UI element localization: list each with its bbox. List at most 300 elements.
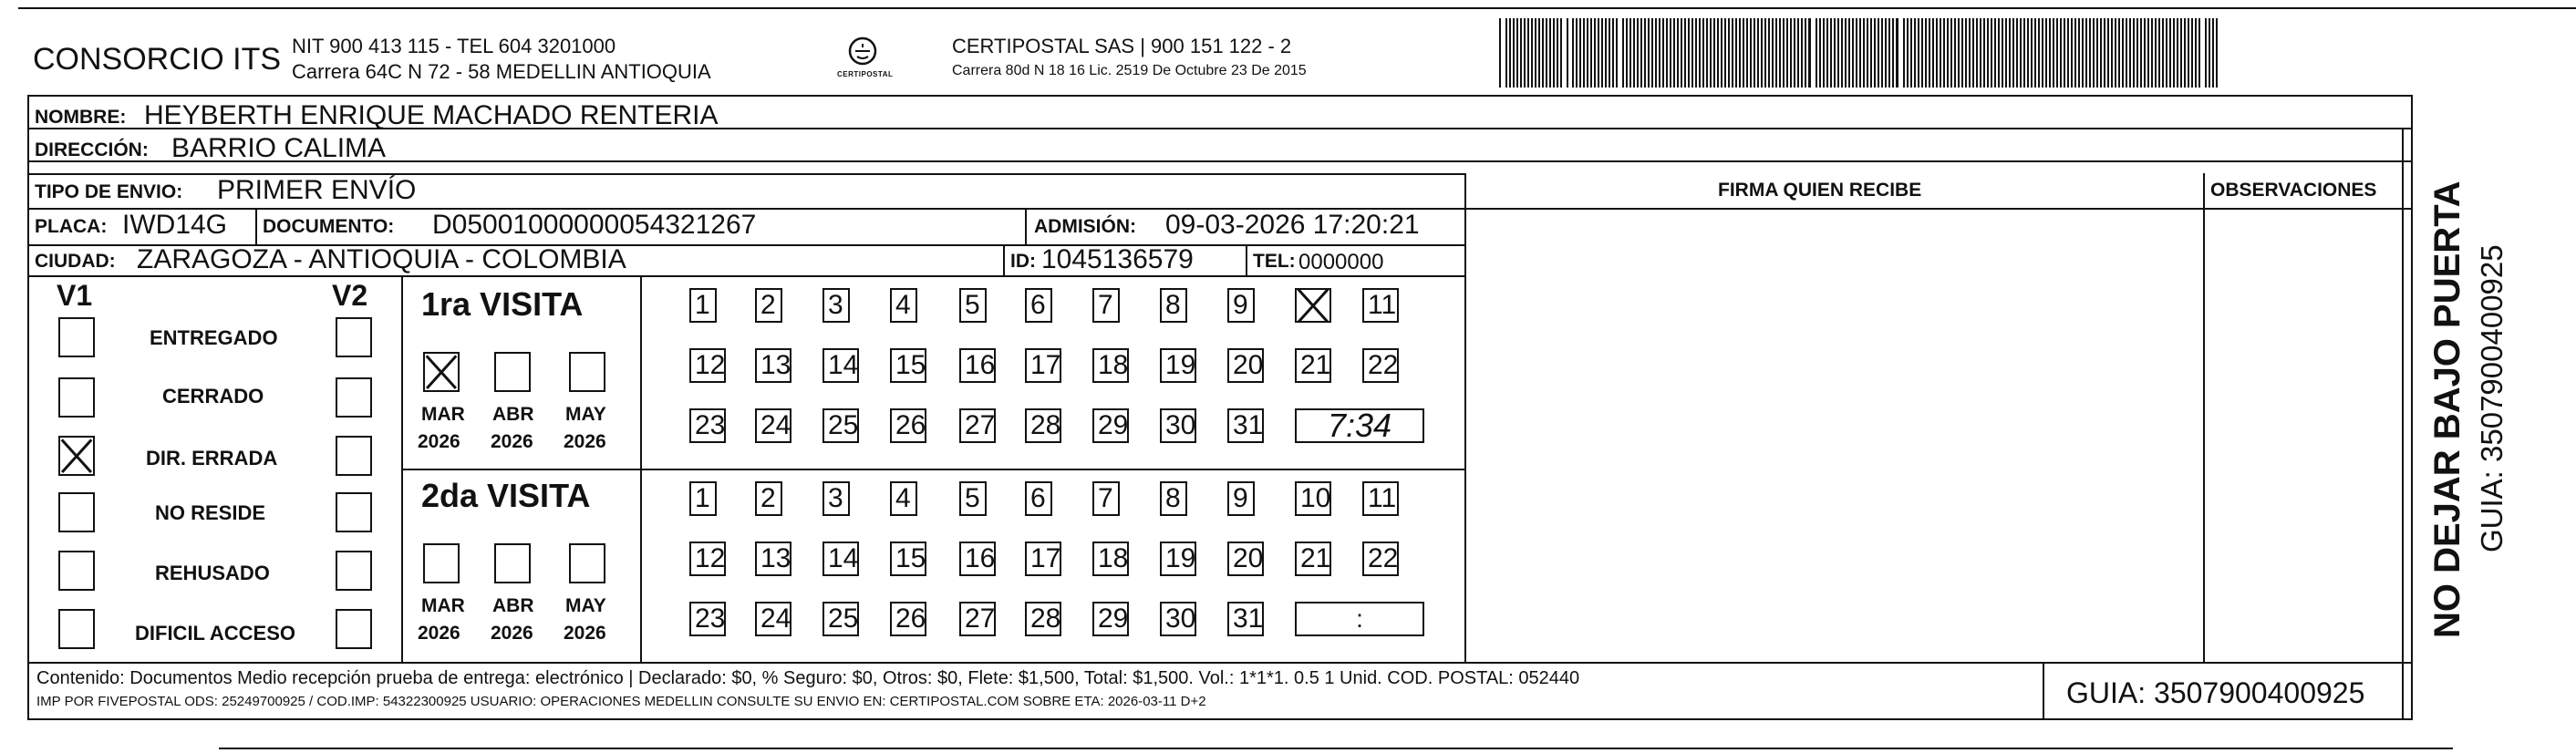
barcode-bar bbox=[1830, 18, 1832, 88]
status-label: ENTREGADO bbox=[150, 326, 278, 349]
barcode-bar bbox=[1666, 18, 1668, 88]
direccion-label: DIRECCIÓN: bbox=[35, 139, 149, 160]
barcode-bar bbox=[2038, 18, 2040, 88]
day-box[interactable] bbox=[890, 602, 926, 636]
barcode-bar bbox=[1980, 18, 1981, 88]
barcode-bar bbox=[1947, 18, 1949, 88]
side-guia: GUIA: 3507900400925 bbox=[2475, 244, 2509, 552]
barcode-bar bbox=[2136, 18, 2138, 88]
day-box[interactable] bbox=[1025, 602, 1061, 636]
day-number: 23 bbox=[695, 603, 726, 634]
year-label: 2026 bbox=[491, 431, 533, 452]
barcode-bar bbox=[1673, 18, 1675, 88]
day-number: 15 bbox=[895, 350, 926, 380]
day-number: 25 bbox=[828, 603, 859, 634]
barcode-bar bbox=[1943, 18, 1945, 88]
barcode-bar bbox=[2155, 18, 2157, 88]
day-box[interactable] bbox=[890, 481, 917, 516]
barcode-bar bbox=[1732, 18, 1733, 88]
barcode-bar bbox=[1940, 18, 1941, 88]
barcode-bar bbox=[2195, 18, 2197, 88]
day-box[interactable] bbox=[1092, 408, 1129, 443]
day-number: 18 bbox=[1098, 350, 1129, 380]
barcode-bar bbox=[1567, 18, 1568, 88]
day-number: 24 bbox=[760, 603, 791, 634]
barcode-bar bbox=[1918, 18, 1919, 88]
barcode-bar bbox=[2212, 18, 2214, 88]
day-box[interactable] bbox=[689, 542, 726, 576]
barcode-bar bbox=[1754, 18, 1755, 88]
barcode-bar bbox=[1735, 18, 1737, 88]
day-box[interactable] bbox=[822, 602, 859, 636]
day-number: 23 bbox=[695, 410, 726, 440]
day-number: 27 bbox=[965, 410, 996, 440]
barcode-bar bbox=[2074, 18, 2076, 88]
barcode-bar bbox=[2216, 18, 2218, 88]
barcode-bar bbox=[1535, 18, 1536, 88]
day-number: 30 bbox=[1165, 410, 1196, 440]
day-number: 31 bbox=[1233, 603, 1264, 634]
barcode-bar bbox=[1616, 18, 1618, 88]
day-number: 15 bbox=[895, 543, 926, 573]
day-box[interactable] bbox=[959, 288, 987, 323]
barcode-bar bbox=[2005, 18, 2007, 88]
day-box[interactable] bbox=[890, 348, 926, 383]
day-box[interactable] bbox=[1025, 481, 1052, 516]
day-box[interactable] bbox=[689, 348, 726, 383]
v1-checkbox-checked[interactable] bbox=[58, 436, 95, 476]
v1-checkbox[interactable] bbox=[58, 551, 95, 591]
day-box[interactable] bbox=[959, 408, 996, 443]
day-box[interactable] bbox=[1092, 288, 1120, 323]
day-box[interactable] bbox=[755, 288, 782, 323]
barcode-bar bbox=[1648, 18, 1650, 88]
day-number: 30 bbox=[1165, 603, 1196, 634]
barcode-bar bbox=[1590, 18, 1592, 88]
bottom-border bbox=[219, 748, 2453, 749]
day-box[interactable] bbox=[689, 481, 717, 516]
day-number: 27 bbox=[965, 603, 996, 634]
barcode-bar bbox=[2020, 18, 2022, 88]
barcode-bar bbox=[1801, 18, 1803, 88]
day-number: 4 bbox=[895, 290, 911, 320]
day-box[interactable] bbox=[1362, 542, 1399, 576]
status-label: CERRADO bbox=[162, 385, 264, 407]
barcode-bar bbox=[1907, 18, 1909, 88]
day-box[interactable] bbox=[1295, 542, 1331, 576]
ciudad-label: CIUDAD: bbox=[35, 251, 116, 272]
tipo-value: PRIMER ENVÍO bbox=[217, 175, 417, 205]
day-number: 1 bbox=[695, 290, 710, 320]
barcode-bar bbox=[2053, 18, 2054, 88]
v1-label: V1 bbox=[57, 279, 93, 312]
day-box[interactable] bbox=[1227, 408, 1264, 443]
nombre-value: HEYBERTH ENRIQUE MACHADO RENTERIA bbox=[144, 100, 719, 130]
barcode-bar bbox=[2191, 18, 2193, 88]
barcode-bar bbox=[1859, 18, 1861, 88]
day-box[interactable] bbox=[822, 542, 859, 576]
address-line: Carrera 64C N 72 - 58 MEDELLIN ANTIOQUIA bbox=[292, 60, 711, 83]
month-checkbox[interactable] bbox=[569, 352, 605, 392]
barcode-bar bbox=[2158, 18, 2160, 88]
col-line bbox=[1464, 173, 1466, 662]
barcode-bar bbox=[1910, 18, 1912, 88]
company-name: CONSORCIO ITS bbox=[33, 42, 282, 77]
barcode-bar bbox=[1867, 18, 1868, 88]
barcode-bar bbox=[1888, 18, 1890, 88]
day-number: 5 bbox=[965, 483, 980, 513]
day-number: 21 bbox=[1300, 543, 1331, 573]
barcode-bar bbox=[1819, 18, 1821, 88]
barcode-bar bbox=[1743, 18, 1744, 88]
admision-value: 09-03-2026 17:20:21 bbox=[1165, 210, 1420, 240]
id-value: 1045136579 bbox=[1041, 244, 1194, 274]
day-box[interactable] bbox=[755, 348, 791, 383]
v2-checkbox[interactable] bbox=[336, 377, 372, 418]
year-label: 2026 bbox=[564, 623, 606, 644]
barcode-bar bbox=[2133, 18, 2135, 88]
barcode-bar bbox=[2118, 18, 2120, 88]
side-notice: NO DEJAR BAJO PUERTA bbox=[2427, 181, 2467, 638]
barcode-bar bbox=[1965, 18, 1967, 88]
barcode-bar bbox=[1757, 18, 1759, 88]
barcode-bar bbox=[1724, 18, 1726, 88]
day-box[interactable] bbox=[1295, 481, 1331, 516]
row-line bbox=[27, 275, 1464, 277]
v1-checkbox[interactable] bbox=[58, 492, 95, 532]
barcode-bar bbox=[1826, 18, 1828, 88]
barcode-bar bbox=[1560, 18, 1562, 88]
barcode-bar bbox=[1779, 18, 1781, 88]
barcode-bar bbox=[1991, 18, 1992, 88]
day-box[interactable] bbox=[1227, 542, 1264, 576]
day-box[interactable] bbox=[1295, 348, 1331, 383]
month-checkbox[interactable] bbox=[423, 543, 460, 583]
status-label: REHUSADO bbox=[155, 562, 270, 584]
day-box[interactable] bbox=[1092, 602, 1129, 636]
barcode-bar bbox=[1863, 18, 1865, 88]
barcode-bar bbox=[1553, 18, 1555, 88]
day-box[interactable] bbox=[755, 481, 782, 516]
barcode-bar bbox=[1513, 18, 1515, 88]
barcode-bar bbox=[2104, 18, 2105, 88]
v2-checkbox[interactable] bbox=[336, 492, 372, 532]
day-box[interactable] bbox=[959, 348, 996, 383]
col-line bbox=[2203, 173, 2205, 662]
day-number: 17 bbox=[1030, 543, 1061, 573]
day-box[interactable] bbox=[1160, 542, 1196, 576]
day-number: 18 bbox=[1098, 543, 1129, 573]
day-number: 19 bbox=[1165, 350, 1196, 380]
v2-checkbox[interactable] bbox=[336, 609, 372, 649]
barcode-bar bbox=[1721, 18, 1723, 88]
barcode-bar bbox=[1684, 18, 1686, 88]
day-box[interactable] bbox=[755, 542, 791, 576]
barcode-bar bbox=[2064, 18, 2065, 88]
barcode-bar bbox=[1728, 18, 1730, 88]
col-line bbox=[1025, 208, 1027, 244]
barcode-bar bbox=[1903, 18, 1905, 88]
day-box[interactable] bbox=[1362, 481, 1399, 516]
barcode-bar bbox=[1786, 18, 1788, 88]
second-visit-time[interactable]: : bbox=[1295, 602, 1424, 636]
barcode-bar bbox=[2151, 18, 2153, 88]
month-label: MAY bbox=[565, 404, 606, 425]
year-label: 2026 bbox=[418, 623, 460, 644]
barcode-bar bbox=[1612, 18, 1614, 88]
status-label: DIFICIL ACCESO bbox=[135, 622, 296, 645]
day-box[interactable] bbox=[1025, 348, 1061, 383]
barcode-bar bbox=[1520, 18, 1522, 88]
barcode-bar bbox=[1816, 18, 1817, 88]
day-number: 1 bbox=[695, 483, 710, 513]
day-box[interactable] bbox=[890, 542, 926, 576]
barcode-bar bbox=[2045, 18, 2047, 88]
day-number: 29 bbox=[1098, 603, 1129, 634]
barcode-bar bbox=[1772, 18, 1774, 88]
barcode-bar bbox=[1972, 18, 1974, 88]
barcode-bar bbox=[2031, 18, 2033, 88]
day-box[interactable] bbox=[822, 481, 850, 516]
barcode-bar bbox=[1670, 18, 1671, 88]
barcode-bar bbox=[2093, 18, 2095, 88]
barcode-bar bbox=[1878, 18, 1879, 88]
v2-checkbox[interactable] bbox=[336, 551, 372, 591]
barcode-bar bbox=[1932, 18, 1934, 88]
observaciones-header: OBSERVACIONES bbox=[2210, 180, 2377, 201]
day-box[interactable] bbox=[1025, 542, 1061, 576]
day-number: 7 bbox=[1098, 290, 1113, 320]
barcode-bar bbox=[2049, 18, 2051, 88]
barcode-bar bbox=[1626, 18, 1628, 88]
day-box[interactable] bbox=[1227, 348, 1264, 383]
day-box[interactable] bbox=[822, 408, 859, 443]
barcode-bar bbox=[1576, 18, 1578, 88]
nit-line: NIT 900 413 115 - TEL 604 3201000 bbox=[292, 35, 616, 57]
barcode-bar bbox=[1914, 18, 1916, 88]
barcode-bar bbox=[2180, 18, 2182, 88]
col-line bbox=[1003, 244, 1005, 275]
barcode-bar bbox=[1677, 18, 1679, 88]
barcode-bar bbox=[1823, 18, 1825, 88]
v1-checkbox[interactable] bbox=[58, 317, 95, 357]
day-number: 13 bbox=[760, 350, 791, 380]
day-box[interactable] bbox=[890, 408, 926, 443]
barcode-bar bbox=[1499, 18, 1501, 88]
day-box[interactable] bbox=[1227, 288, 1255, 323]
barcode-bar bbox=[1805, 18, 1806, 88]
barcode-bar bbox=[1717, 18, 1719, 88]
day-box[interactable] bbox=[1160, 481, 1187, 516]
day-box[interactable] bbox=[822, 288, 850, 323]
month-checkbox[interactable] bbox=[494, 352, 531, 392]
barcode-bar bbox=[1633, 18, 1635, 88]
first-visit-time[interactable]: 7:34 bbox=[1295, 408, 1424, 443]
day-number: 5 bbox=[965, 290, 980, 320]
footer-guia: GUIA: 3507900400925 bbox=[2066, 676, 2365, 709]
barcode-bar bbox=[1892, 18, 1894, 88]
barcode-bar bbox=[1837, 18, 1839, 88]
barcode-bar bbox=[2002, 18, 2003, 88]
barcode-bar bbox=[2023, 18, 2025, 88]
firma-header: FIRMA QUIEN RECIBE bbox=[1718, 180, 1922, 201]
month-label: MAR bbox=[421, 404, 465, 425]
barcode-bar bbox=[1794, 18, 1795, 88]
barcode-bar bbox=[2060, 18, 2062, 88]
status-label: NO RESIDE bbox=[155, 501, 266, 524]
day-box[interactable] bbox=[890, 288, 917, 323]
barcode-bar bbox=[2166, 18, 2167, 88]
day-box[interactable] bbox=[1160, 288, 1187, 323]
barcode-bar bbox=[2056, 18, 2058, 88]
day-box[interactable] bbox=[1092, 481, 1120, 516]
barcode-bar bbox=[1594, 18, 1596, 88]
barcode-bar bbox=[2096, 18, 2098, 88]
ciudad-value: ZARAGOZA - ANTIOQUIA - COLOMBIA bbox=[137, 244, 626, 274]
barcode-bar bbox=[2209, 18, 2210, 88]
barcode-bar bbox=[2027, 18, 2029, 88]
barcode-bar bbox=[1651, 18, 1653, 88]
day-number: 3 bbox=[828, 483, 843, 513]
day-number: 26 bbox=[895, 603, 926, 634]
day-number: 6 bbox=[1030, 290, 1046, 320]
month-checkbox[interactable] bbox=[569, 543, 605, 583]
barcode-bar bbox=[1852, 18, 1854, 88]
day-box[interactable] bbox=[1025, 408, 1061, 443]
day-box[interactable] bbox=[1160, 408, 1196, 443]
barcode-bar bbox=[1881, 18, 1883, 88]
barcode-bar bbox=[1681, 18, 1682, 88]
day-box[interactable] bbox=[1160, 348, 1196, 383]
barcode-bar bbox=[1691, 18, 1693, 88]
day-number: 9 bbox=[1233, 290, 1248, 320]
barcode-bar bbox=[1998, 18, 2000, 88]
barcode-bar bbox=[1598, 18, 1599, 88]
barcode-bar bbox=[2009, 18, 2011, 88]
day-number: 26 bbox=[895, 410, 926, 440]
day-box[interactable] bbox=[689, 288, 717, 323]
day-box[interactable] bbox=[1227, 602, 1264, 636]
day-number: 12 bbox=[695, 543, 726, 573]
logo-caption: CERTIPOSTAL bbox=[837, 70, 894, 78]
year-label: 2026 bbox=[491, 623, 533, 644]
day-number: 9 bbox=[1233, 483, 1248, 513]
barcode-bar bbox=[2115, 18, 2116, 88]
barcode-bar bbox=[1936, 18, 1938, 88]
barcode-bar bbox=[1958, 18, 1960, 88]
barcode-bar bbox=[1925, 18, 1927, 88]
barcode-bar bbox=[1856, 18, 1857, 88]
day-number: 7 bbox=[1098, 483, 1113, 513]
tel-value: 0000000 bbox=[1298, 250, 1384, 274]
barcode-bar bbox=[1746, 18, 1748, 88]
barcode-bar bbox=[2012, 18, 2014, 88]
day-box[interactable] bbox=[959, 542, 996, 576]
month-checkbox-checked[interactable] bbox=[423, 352, 460, 392]
placa-label: PLACA: bbox=[35, 216, 108, 237]
barcode-bar bbox=[1505, 18, 1507, 88]
barcode-bar bbox=[2082, 18, 2084, 88]
v2-checkbox[interactable] bbox=[336, 436, 372, 476]
barcode-bar bbox=[1644, 18, 1646, 88]
barcode-bar bbox=[1713, 18, 1715, 88]
barcode-bar bbox=[1929, 18, 1930, 88]
day-box[interactable] bbox=[689, 602, 726, 636]
barcode-bar bbox=[1557, 18, 1558, 88]
tel-label: TEL: bbox=[1253, 251, 1296, 272]
day-number: 29 bbox=[1098, 410, 1129, 440]
day-box[interactable] bbox=[1160, 602, 1196, 636]
barcode-bar bbox=[2071, 18, 2073, 88]
day-box[interactable] bbox=[959, 602, 996, 636]
day-box[interactable] bbox=[1362, 288, 1399, 323]
day-box[interactable] bbox=[1092, 348, 1129, 383]
day-number: 16 bbox=[965, 350, 996, 380]
barcode-bar bbox=[1885, 18, 1887, 88]
barcode-bar bbox=[1790, 18, 1792, 88]
v1-checkbox[interactable] bbox=[58, 377, 95, 418]
barcode-bar bbox=[2184, 18, 2186, 88]
barcode-bar bbox=[1609, 18, 1610, 88]
barcode-bar bbox=[1662, 18, 1664, 88]
year-label: 2026 bbox=[564, 431, 606, 452]
day-box[interactable] bbox=[755, 602, 791, 636]
day-box[interactable] bbox=[1025, 288, 1052, 323]
day-box[interactable] bbox=[822, 348, 859, 383]
barcode-bar bbox=[2122, 18, 2124, 88]
month-label: MAR bbox=[421, 595, 465, 616]
barcode-bar bbox=[2042, 18, 2043, 88]
barcode-bar bbox=[2067, 18, 2069, 88]
barcode-bar bbox=[2198, 18, 2200, 88]
day-box-checked[interactable] bbox=[1295, 288, 1331, 323]
barcode-bar bbox=[2016, 18, 2018, 88]
month-label: ABR bbox=[492, 404, 534, 425]
first-visit-title: 1ra VISITA bbox=[421, 285, 584, 323]
placa-value: IWD14G bbox=[122, 210, 228, 240]
month-label: MAY bbox=[565, 595, 606, 616]
day-number: 8 bbox=[1165, 483, 1181, 513]
top-border bbox=[18, 7, 2576, 9]
second-visit-title: 2da VISITA bbox=[421, 477, 591, 514]
day-number: 28 bbox=[1030, 603, 1061, 634]
day-number: 4 bbox=[895, 483, 911, 513]
barcode-bar bbox=[2129, 18, 2131, 88]
month-checkbox[interactable] bbox=[494, 543, 531, 583]
day-box[interactable] bbox=[1092, 542, 1129, 576]
v1-checkbox[interactable] bbox=[58, 609, 95, 649]
barcode-bar bbox=[1695, 18, 1697, 88]
day-box[interactable] bbox=[755, 408, 791, 443]
license-line: Carrera 80d N 18 16 Lic. 2519 De Octubre 23 De 2015 bbox=[952, 63, 1307, 78]
day-box[interactable] bbox=[689, 408, 726, 443]
day-box[interactable] bbox=[1227, 481, 1255, 516]
day-box[interactable] bbox=[959, 481, 987, 516]
barcode bbox=[1499, 18, 2225, 88]
barcode-bar bbox=[2147, 18, 2149, 88]
barcode-bar bbox=[1797, 18, 1799, 88]
day-box[interactable] bbox=[1362, 348, 1399, 383]
day-number: 6 bbox=[1030, 483, 1046, 513]
tipo-label: TIPO DE ENVIO: bbox=[35, 181, 183, 202]
day-number: 14 bbox=[828, 350, 859, 380]
barcode-bar bbox=[1739, 18, 1741, 88]
barcode-bar bbox=[1516, 18, 1518, 88]
v2-checkbox[interactable] bbox=[336, 317, 372, 357]
barcode-bar bbox=[1987, 18, 1989, 88]
day-number: 28 bbox=[1030, 410, 1061, 440]
barcode-bar bbox=[1524, 18, 1526, 88]
